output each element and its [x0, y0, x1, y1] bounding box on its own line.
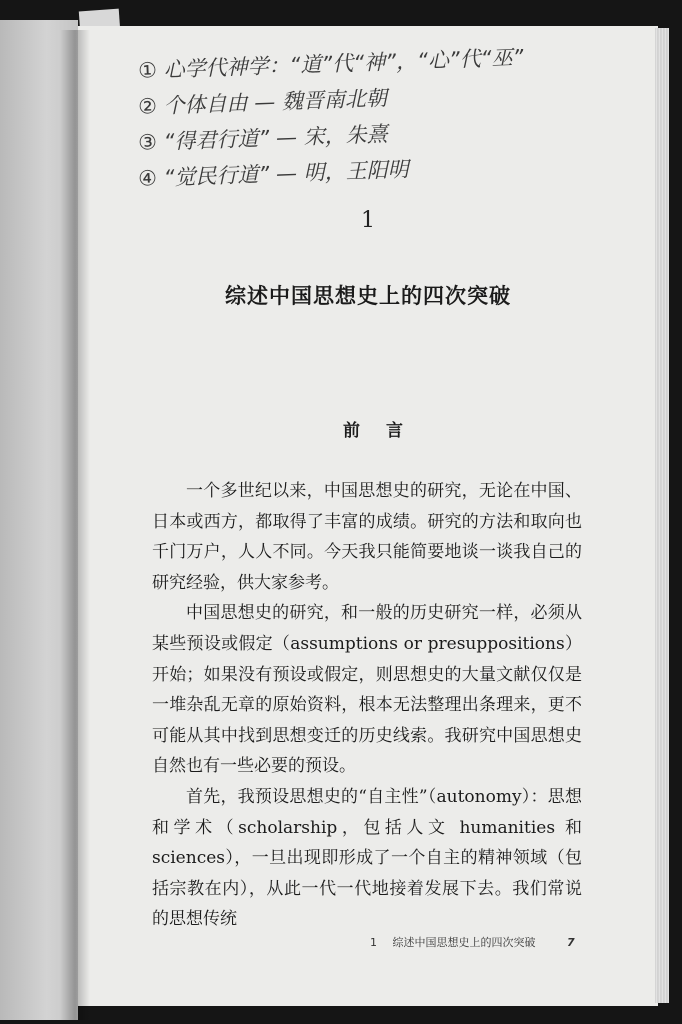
handwritten-note: ③ “得君行道” — 宋，朱熹 — [137, 122, 389, 155]
paragraph: 首先，我预设思想史的“自主性”（autonomy）：思想和学术（scholarship，包括人文 humanities 和 sciences），一旦出现即形成了一个自主的精神领域（包括宗教在内），从此一代一代地接着发展下去。我们常说的思想传统 — [152, 786, 582, 930]
footer-running-title: 综述中国思想史上的四次突破 — [392, 936, 536, 949]
chapter-title: 综述中国思想史上的四次突破 — [225, 283, 511, 308]
handwritten-note: ② 个体自由 — 魏晋南北朝 — [137, 86, 388, 119]
spine-shadow — [60, 30, 90, 1020]
section-title: 前 言 — [343, 421, 413, 441]
book-page — [78, 26, 658, 1006]
paragraph: 中国思想史的研究，和一般的历史研究一样，必须从某些预设或假定（assumptions or presuppositions）开始；如果没有预设或假定，则思想史的大量文献仅仅是一堆杂乱无章的原始资料，根本无法整理出条理来，更不可能从其中找到思想变迁的历史线索。我研究中国思想史自然也有一些必要的预设。 — [152, 603, 582, 777]
handwritten-notes — [138, 46, 524, 190]
handwritten-note: ④ “觉民行道” — 明，王阳明 — [137, 157, 409, 191]
running-footer — [370, 934, 575, 950]
footer-chapter-number: 1 — [370, 936, 377, 949]
body-text — [152, 476, 582, 935]
handwritten-note: ① 心学代神学：“道”代“神”，“心”代“巫” — [137, 45, 524, 83]
page-number: 7 — [567, 936, 575, 949]
paragraph: 一个多世纪以来，中国思想史的研究，无论在中国、日本或西方，都取得了丰富的成绩。研究的方法和取向也千门万户，人人不同。今天我只能简要地谈一谈我自己的研究经验，供大家参考。 — [152, 481, 582, 593]
chapter-number: 1 — [361, 208, 375, 233]
page-stack-edge — [655, 28, 669, 1003]
